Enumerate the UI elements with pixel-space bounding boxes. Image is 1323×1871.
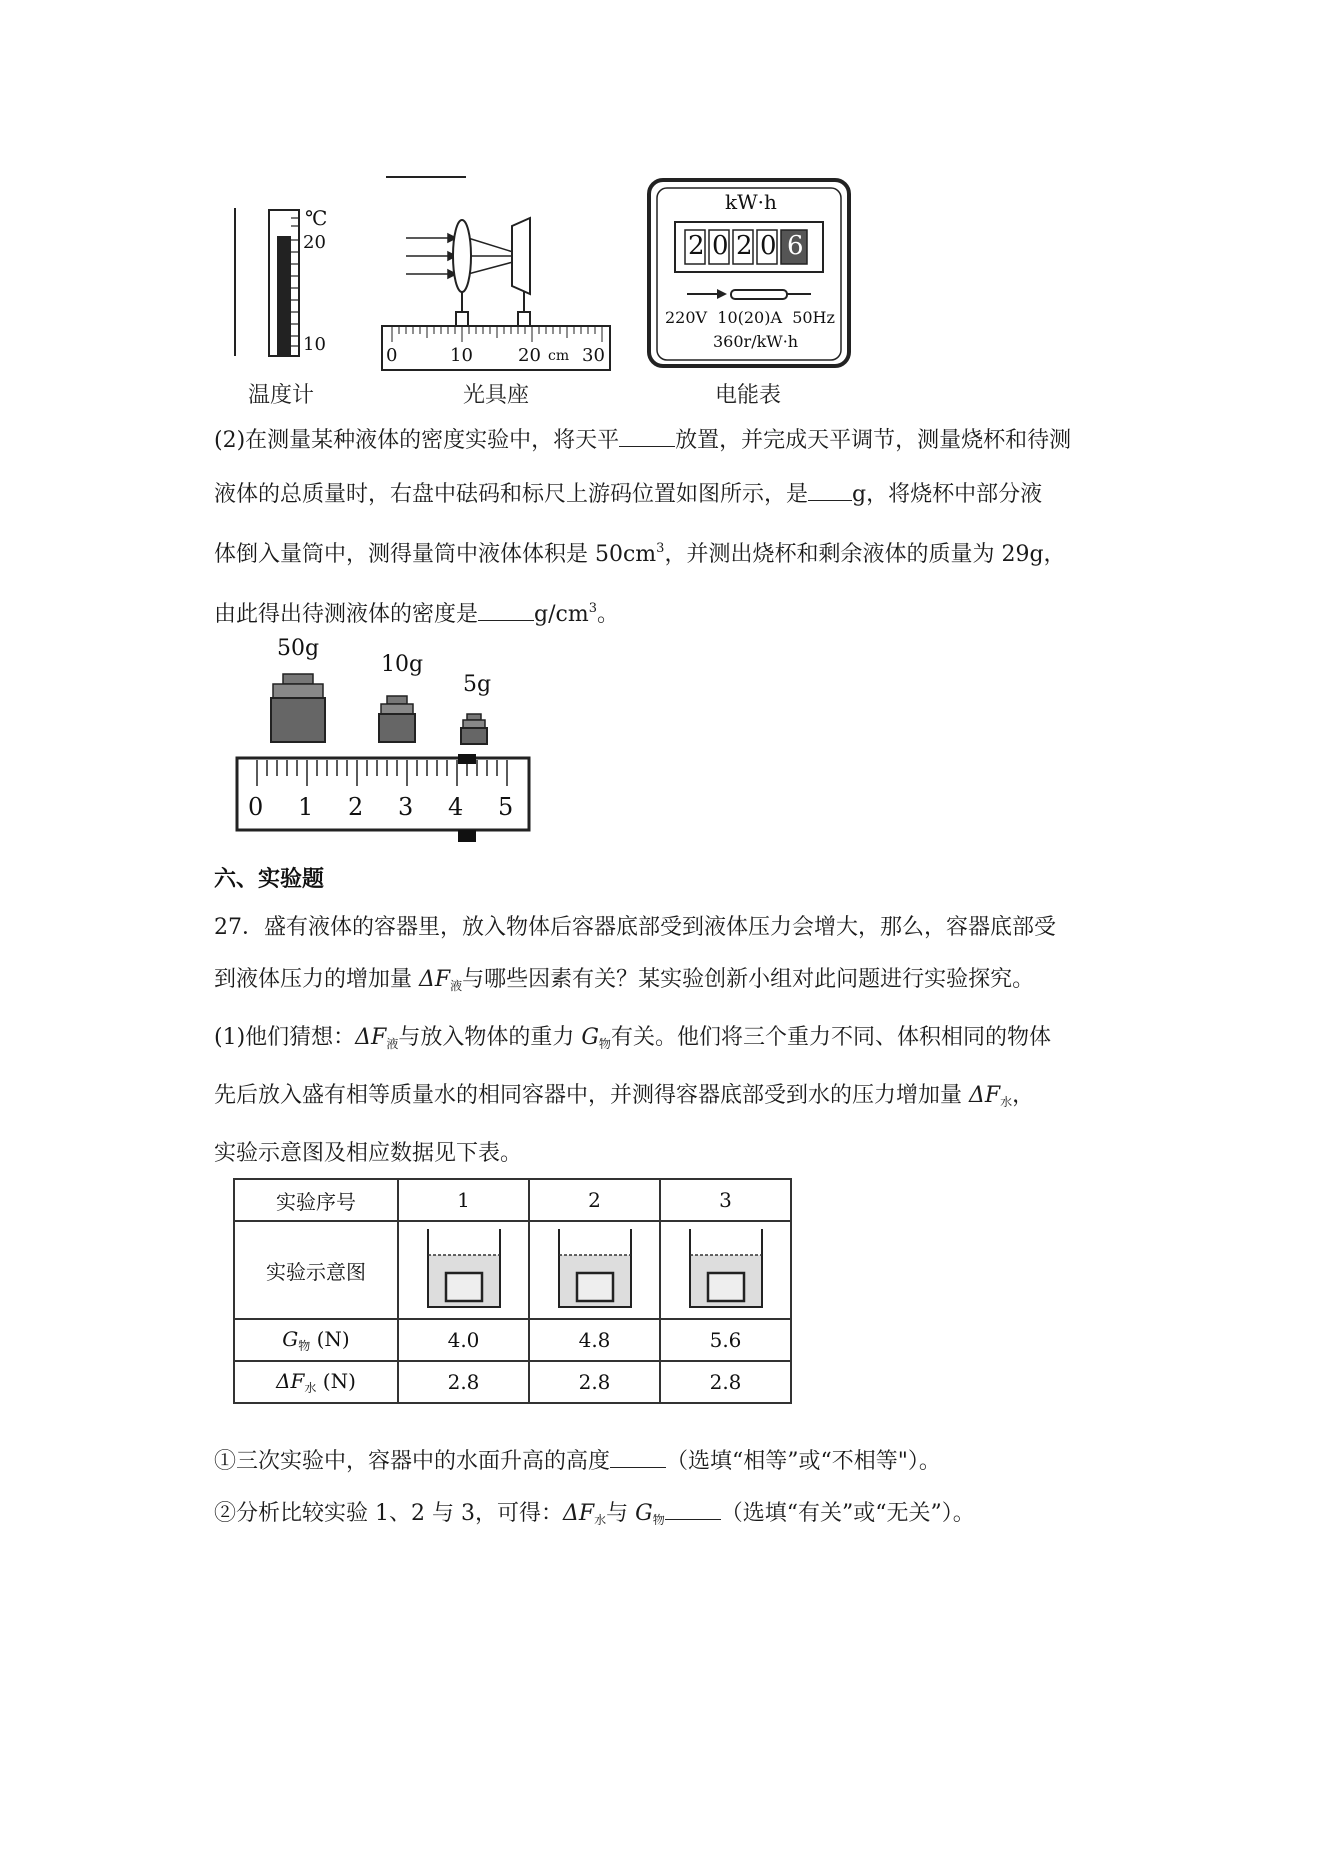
table-force-value-2: 2.8 [529, 1361, 660, 1403]
table-column-1: 1 [398, 1179, 529, 1221]
table-row-force [234, 1361, 791, 1403]
energy-meter-specs: 220V 10(20)A 50Hz [665, 308, 835, 327]
q27-line-4-text-b: ， [1012, 1083, 1035, 1108]
ruler-label-30: 30 [582, 345, 605, 366]
scale-label-4: 4 [448, 793, 464, 821]
q2-line-4 [214, 582, 1114, 642]
energy-meter-digit-4: 0 [760, 231, 777, 261]
scale-label-2: 2 [348, 793, 364, 821]
q27-line-4-text-a: 先后放入盛有相等质量水的相同容器中，并测得容器底部受到水的压力增加量 [214, 1083, 969, 1108]
q2-line-4-sup: 3 [588, 601, 597, 616]
table-force-symbol: ΔF [276, 1368, 305, 1393]
q2-line-1-text-a: (2)在测量某种液体的密度实验中，将天平 [214, 428, 620, 453]
table-gravity-value-1: 4.0 [398, 1319, 529, 1361]
energy-meter-digit-5: 6 [787, 231, 804, 261]
weight-5g-label: 5g [463, 672, 492, 697]
sub-question-2-text-c: （选填“有关”或“无关”）。 [720, 1501, 975, 1526]
table-column-3: 3 [660, 1179, 791, 1221]
q2-line-2-text-b: g，将烧杯中部分液 [852, 482, 1043, 507]
scale-label-1: 1 [298, 793, 314, 821]
energy-meter-digit-3: 2 [736, 231, 753, 261]
table-diagram-1 [398, 1221, 529, 1319]
thermometer-tick-bottom: 10 [303, 334, 326, 355]
q2-line-1-text-b: 放置，并完成天平调节，测量烧杯和待测 [675, 428, 1072, 453]
q27-line-5: 实验示意图及相应数据见下表。 [214, 1141, 523, 1166]
q2-line-3-sup: 3 [656, 541, 665, 556]
q27-line-2 [214, 954, 1114, 1012]
sub-question-1-text-a: ①三次实验中，容器中的水面升高的高度 [214, 1449, 611, 1474]
scale-label-3: 3 [398, 793, 414, 821]
container-diagram-2 [555, 1227, 635, 1309]
sub-question-2-var-1: ΔF [562, 1501, 595, 1526]
table-column-2: 2 [529, 1179, 660, 1221]
table-force-label [234, 1361, 398, 1403]
balance-figure [233, 636, 543, 846]
q27-line-4-var: ΔF [969, 1083, 1001, 1108]
q27-line-1: 27．盛有液体的容器里，放入物体后容器底部受到液体压力会增大，那么，容器底部受 [214, 915, 1056, 940]
q27-line-3-var-1: ΔF [355, 1025, 387, 1050]
section-heading: 六、实验题 [214, 866, 325, 892]
sub-question-2-sub-1: 水 [594, 1513, 607, 1527]
sub-question-2-var-2: G [635, 1501, 653, 1526]
table-diagram-2 [529, 1221, 660, 1319]
q27-line-2-text-b: 与哪些因素有关？某实验创新小组对此问题进行实验探究。 [462, 967, 1035, 992]
table-gravity-unit: (N) [316, 1326, 350, 1351]
ruler-label-10: 10 [450, 345, 473, 366]
q27-line-4-sub: 水 [1000, 1095, 1013, 1109]
table-force-value-3: 2.8 [660, 1361, 791, 1403]
table-diagram-3 [660, 1221, 791, 1319]
table-gravity-value-3: 5.6 [660, 1319, 791, 1361]
sub-question-2-text-a: ②分析比较实验 1、2 与 3，可得： [214, 1501, 563, 1526]
q27-line-2-var: ΔF [419, 967, 451, 992]
ruler-label-cm: cm [548, 348, 570, 364]
optical-bench-drawing [378, 212, 614, 372]
table-force-sub: 水 [304, 1380, 317, 1395]
q2-line-3-text-a: 体倒入量筒中，测得量筒中液体体积是 50cm [214, 542, 657, 567]
table-gravity-sub: 物 [298, 1338, 311, 1353]
table-row-header [234, 1179, 791, 1221]
energy-meter-digit-2: 0 [712, 231, 729, 261]
table-gravity-symbol: G [282, 1326, 299, 1351]
balance-rider-bottom [458, 830, 476, 842]
scale-label-0: 0 [248, 793, 264, 821]
optical-bench-figure [378, 212, 614, 372]
sub-question-1-blank[interactable] [610, 1449, 666, 1468]
q2-line-3-text-b: ，并测出烧杯和剩余液体的质量为 29g， [664, 542, 1066, 567]
q2-line-4-text-c: 。 [596, 602, 619, 627]
energy-meter-digit-1: 2 [688, 231, 705, 261]
table-gravity-label [234, 1319, 398, 1361]
q27-line-2-text-a: 到液体压力的增加量 [214, 967, 419, 992]
container-diagram-1 [424, 1227, 504, 1309]
energy-meter-unit: kW·h [725, 190, 777, 214]
energy-meter-figure [647, 178, 851, 370]
q2-blank-mass[interactable] [808, 482, 852, 501]
q2-blank-density[interactable] [478, 602, 534, 621]
sub-question-1-text-b: （选填“相等”或“不相等"）。 [666, 1449, 941, 1474]
container-diagram-3 [686, 1227, 766, 1309]
top-rule [386, 176, 466, 178]
optical-bench-caption: 光具座 [462, 383, 529, 408]
thermometer-tick-top: 20 [303, 232, 326, 253]
thermometer-figure [225, 196, 345, 366]
weight-50g-label: 50g [277, 636, 320, 661]
question-27 [214, 902, 1114, 1180]
q27-line-4 [214, 1070, 1114, 1128]
sub-questions [214, 1436, 1114, 1546]
table-force-unit: (N) [322, 1368, 356, 1393]
energy-meter-rate: 360r/kW·h [713, 332, 799, 351]
q2-line-4-text-a: 由此得出待测液体的密度是 [214, 602, 479, 627]
weight-10g-label: 10g [381, 652, 424, 677]
question-2 [214, 414, 1114, 642]
table-force-value-1: 2.8 [398, 1361, 529, 1403]
balance-rider-top [458, 754, 476, 764]
experiment-table [233, 1178, 792, 1404]
sub-question-2-blank[interactable] [665, 1501, 721, 1520]
q2-blank-placement[interactable] [619, 428, 675, 447]
q27-line-3-text-a: (1)他们猜想： [214, 1025, 356, 1050]
thermometer-unit: ℃ [305, 206, 328, 230]
q2-line-2 [214, 468, 1114, 522]
q27-line-3 [214, 1012, 1114, 1070]
energy-meter-caption: 电能表 [714, 383, 781, 408]
table-header-label: 实验序号 [234, 1179, 398, 1221]
q27-line-3-sub-2: 物 [598, 1037, 611, 1051]
scale-label-5: 5 [498, 793, 514, 821]
table-gravity-value-2: 4.8 [529, 1319, 660, 1361]
q27-line-3-text-c: 有关。他们将三个重力不同、体积相同的物体 [610, 1025, 1051, 1050]
ruler-label-0: 0 [386, 345, 398, 366]
q2-line-3 [214, 522, 1114, 582]
q2-line-4-text-b: g/cm [534, 602, 589, 627]
sub-question-1 [214, 1436, 1114, 1488]
q27-line-3-var-2: G [581, 1025, 599, 1050]
q27-line-3-sub-1: 液 [386, 1037, 399, 1051]
table-row-diagram [234, 1221, 791, 1319]
q27-line-3-text-b: 与放入物体的重力 [398, 1025, 582, 1050]
q2-line-1 [214, 414, 1114, 468]
q2-line-2-text-a: 液体的总质量时，右盘中砝码和标尺上游码位置如图所示，是 [214, 482, 809, 507]
sub-question-2 [214, 1488, 1114, 1546]
sub-question-2-text-b: 与 [606, 1501, 636, 1526]
table-diagram-label: 实验示意图 [234, 1221, 398, 1319]
thermometer-caption: 温度计 [247, 383, 314, 408]
sub-question-2-sub-2: 物 [652, 1513, 665, 1527]
ruler-label-20: 20 [518, 345, 541, 366]
table-row-gravity [234, 1319, 791, 1361]
q27-line-2-sub: 液 [450, 979, 463, 993]
